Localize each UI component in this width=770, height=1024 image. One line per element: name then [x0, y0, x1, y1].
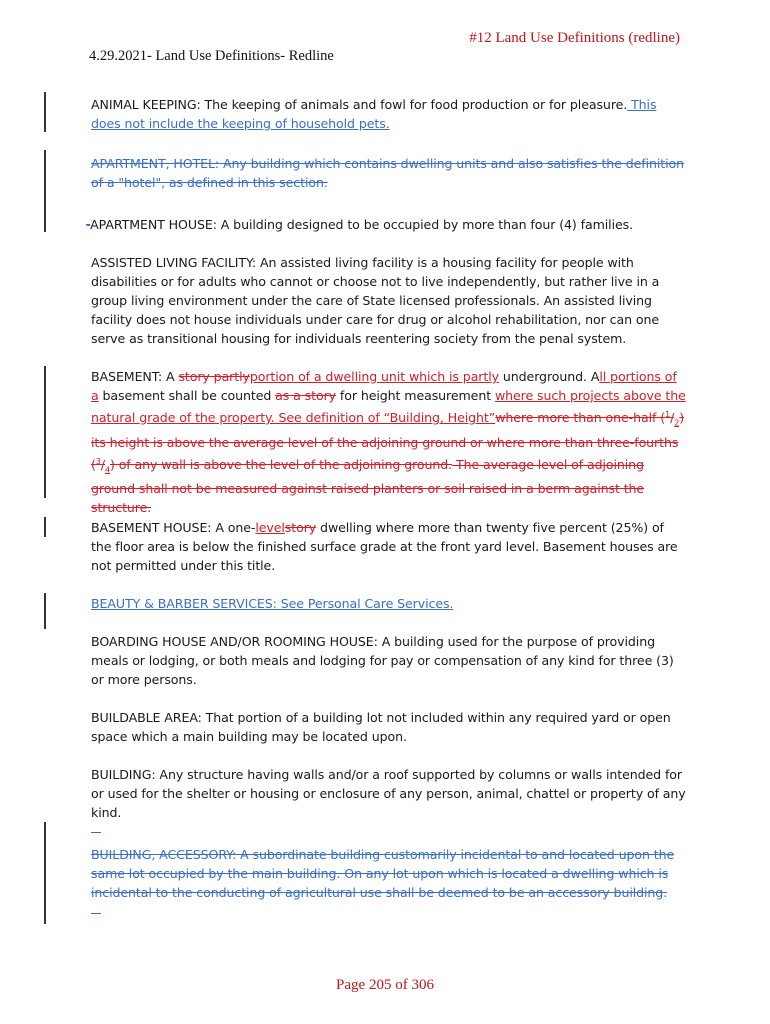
- inserted-text: ll portions of a: [91, 369, 677, 403]
- document-tag: #12 Land Use Definitions (redline): [469, 30, 680, 46]
- definition-text: BUILDABLE AREA: That portion of a building lot not included within any required yard or open space which a main building may be located upon.: [91, 710, 671, 744]
- definition-text: APARTMENT HOUSE: A building designed to be occupied by more than four (4) families.: [90, 217, 633, 232]
- change-bar: [44, 92, 46, 132]
- change-bar: [44, 366, 46, 498]
- fraction-numerator: 1: [665, 410, 671, 419]
- definition-text: BASEMENT: A: [91, 369, 179, 384]
- deleted-text: story partly: [178, 369, 250, 384]
- definition-basement: [91, 367, 686, 517]
- deleted-mark: -: [86, 217, 91, 232]
- deleted-text: The average level of adjoining ground shall not be measured against raised planters or soil raised in a berm against the structure.: [91, 456, 645, 516]
- document-title: 4.29.2021- Land Use Definitions- Redline: [89, 48, 334, 64]
- definition-text: ASSISTED LIVING FACILITY: An assisted living facility is a housing facility for people with disabilities or for adults who cannot or choose not to live independently, but rather live in a group living environment under the care of State licensed professionals. An assisted living facility does not house individuals under care for drug or alcohol rehabilitation, nor can one serve as transitional housing for individuals reentering society from the penal system.: [91, 255, 660, 346]
- deleted-text: as a story: [275, 388, 337, 403]
- definition-text: for height measurement: [336, 388, 495, 403]
- definition-buildable-area: [91, 708, 686, 746]
- inserted-paragraph-mark: [91, 902, 101, 914]
- definition-text: BUILDING: Any structure having walls and/or a roof supported by columns or walls intended for or used for the shelter or housing or enclosure of any person, animal, chattel or property of any kind.: [91, 767, 686, 820]
- definition-apartment-hotel: [91, 154, 686, 192]
- definition-basement-house: [91, 518, 686, 575]
- definition-text: basement shall be counted: [98, 388, 276, 403]
- definition-building: [91, 765, 686, 822]
- deleted-fragment: ) its height is above the average level of the adjoining ground or where more than three-fourths (: [91, 410, 685, 472]
- inserted-text: This does not include the keeping of household pets.: [91, 97, 657, 131]
- definition-apartment-house: [86, 215, 681, 234]
- inserted-text: level: [255, 520, 285, 535]
- inserted-text: BEAUTY & BARBER SERVICES: See Personal Care Services.: [91, 596, 454, 611]
- inserted-paragraph-mark: [91, 822, 101, 833]
- inserted-text: portion of a dwelling unit which is partly: [249, 369, 499, 384]
- definition-building-accessory: [91, 845, 686, 902]
- change-bar: [44, 150, 46, 232]
- definition-animal-keeping: [91, 95, 686, 133]
- inserted-text: where such projects above the natural grade of the property. See definition of “Building, Height”: [91, 388, 686, 426]
- page-number: Page 205 of 306: [336, 977, 434, 993]
- definition-assisted-living-facility: [91, 253, 686, 348]
- definition-text: BOARDING HOUSE AND/OR ROOMING HOUSE: A building used for the purpose of providing meals or lodging, or both meals and lodging for pay or compensation of any kind for three (3) or more persons.: [91, 634, 674, 687]
- deleted-fragment: ) of any wall is above the level of the adjoining ground.: [109, 456, 453, 472]
- change-bar: [44, 822, 46, 924]
- fraction-denominator: 2: [674, 418, 680, 428]
- deleted-text: BUILDING, ACCESSORY: A subordinate building customarily incidental to and located upon the same lot occupied by the main building. On any lot upon which is located a dwelling which is incidental to the conducting of agricultural use shall be deemed to be an accessory building.: [91, 847, 675, 900]
- change-bar: [44, 593, 46, 629]
- definition-text: underground. A: [498, 369, 600, 384]
- definition-text: dwelling where more than twenty five percent (25%) of the floor area is below the finished surface grade at the front yard level. Basement houses are not permitted under this title.: [91, 520, 678, 573]
- fraction-numerator: 3: [95, 456, 101, 466]
- definition-boarding-house: [91, 632, 686, 689]
- deleted-fragment: where more than one-half (: [495, 410, 666, 426]
- change-bar: [44, 517, 46, 537]
- fraction-denominator: 4: [104, 465, 110, 475]
- definition-text: BASEMENT HOUSE: A one-: [91, 520, 256, 535]
- definition-text: ANIMAL KEEPING: The keeping of animals and fowl for food production or for pleasure.: [91, 97, 628, 112]
- definition-beauty-barber: [91, 594, 686, 613]
- deleted-text: APARTMENT, HOTEL: Any building which contains dwelling units and also satisfies the definition of a "hotel", as defined in this section.: [91, 156, 685, 190]
- deleted-text: story: [284, 520, 317, 535]
- deleted-text: where more than one-half $(^1/_2)$ its height is above the average level of the adjoining ground or where more than three-fourths $(^3/_4)$ of any wall is above the level of the adjoining ground.: [91, 410, 685, 475]
